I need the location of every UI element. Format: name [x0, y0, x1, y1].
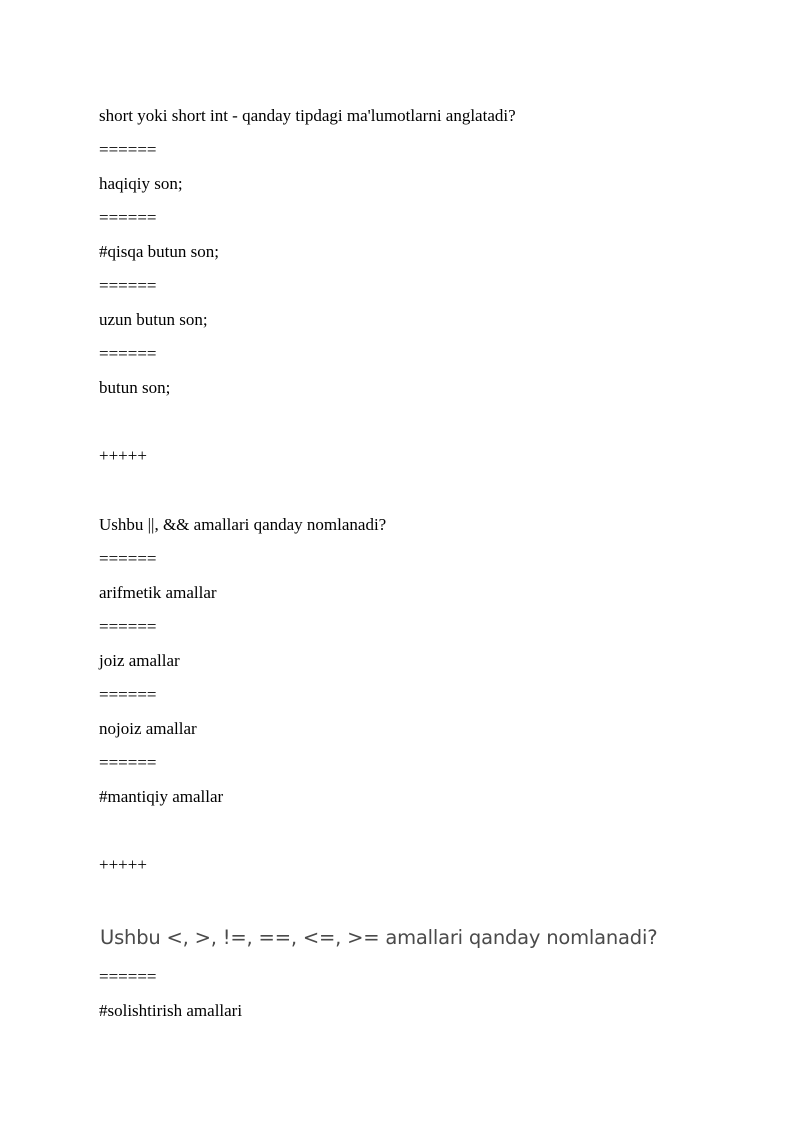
question-2-separator-3: ====== — [99, 685, 157, 704]
question-2-option-3: nojoiz amallar — [99, 719, 197, 738]
question-1-end-marker: +++++ — [99, 446, 147, 465]
question-2-separator-4: ====== — [99, 753, 157, 772]
question-1-text: short yoki short int - qanday tipdagi ma'lumotlarni anglatadi? — [99, 106, 516, 125]
question-1-separator-2: ====== — [99, 208, 157, 227]
question-1-option-1: haqiqiy son; — [99, 174, 183, 193]
question-2-option-2: joiz amallar — [99, 651, 180, 670]
question-2-option-4: #mantiqiy amallar — [99, 787, 224, 806]
question-1-option-3: uzun butun son; — [99, 310, 208, 329]
question-2-separator-1: ====== — [99, 549, 157, 568]
question-1-separator-3: ====== — [99, 276, 157, 295]
question-2-separator-2: ====== — [99, 617, 157, 636]
question-2-option-1: arifmetik amallar — [99, 583, 217, 602]
question-1-separator-1: ====== — [99, 140, 157, 159]
question-1-separator-4: ====== — [99, 344, 157, 363]
question-3-separator-1: ====== — [99, 967, 157, 986]
question-1-option-2: #qisqa butun son; — [99, 242, 219, 261]
question-2-end-marker: +++++ — [99, 855, 147, 874]
question-2-text: Ushbu ||, && amallari qanday nomlanadi? — [99, 515, 387, 534]
question-1-option-4: butun son; — [99, 378, 171, 397]
question-3-image-text: Ushbu <, >, !=, ==, <=, >= amallari qanday nomlanadi? — [100, 926, 658, 949]
question-3-option-1: #solishtirish amallari — [99, 1001, 243, 1020]
